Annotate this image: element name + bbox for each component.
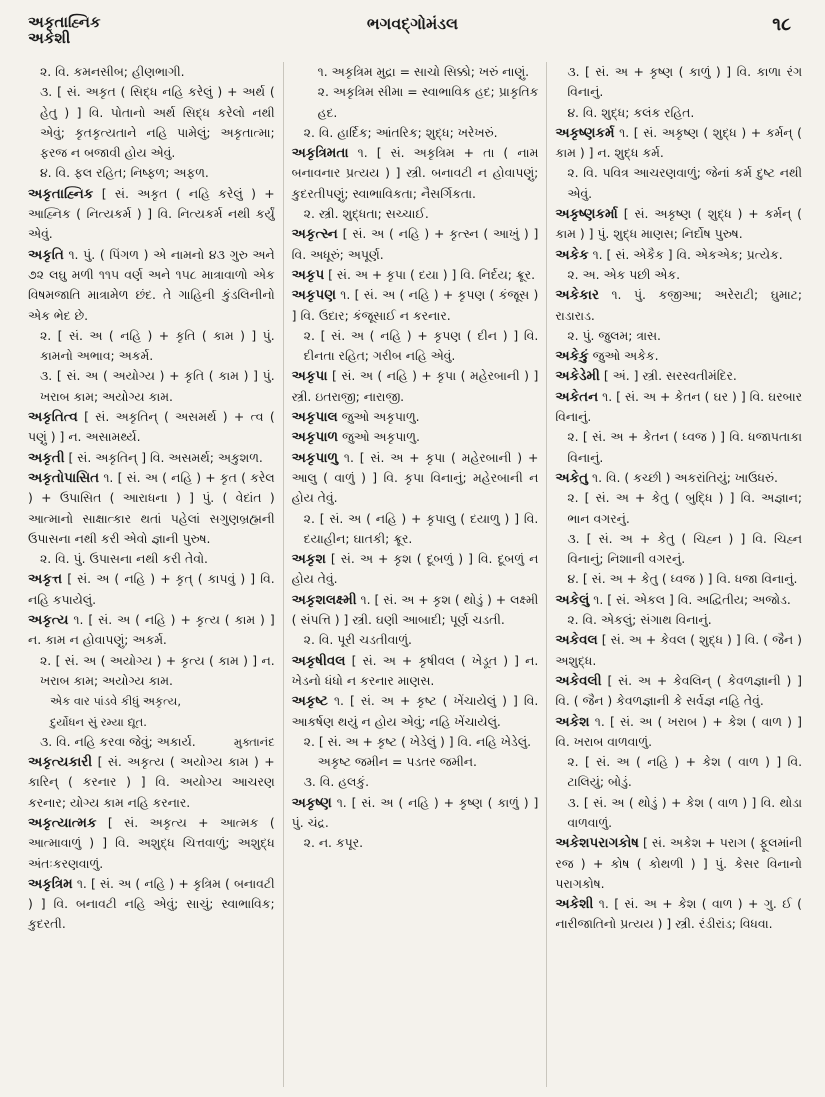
dictionary-entry xyxy=(28,752,275,813)
sense-definition xyxy=(555,427,802,468)
definition-text: ૧. [ સં. અ + કૃષ્ટ ( ખેંચાયેલું ) ] વિ. આકર્ષણ થયું ન હોય એવું; નહિ ખેંચાયેલું. xyxy=(291,693,539,729)
definition-text: ૨. પું. જુલમ; ત્રાસ. xyxy=(567,327,661,343)
definition-text: ૨. સ્ત્રી. શુદ્ધતા; સચ્ચાઈ. xyxy=(303,206,429,222)
dictionary-entry xyxy=(555,204,802,245)
quotation-line: દુર્યોધન સું રમ્યા દ્યૂત. xyxy=(50,714,147,729)
definition-text: ૧. [ સં. અ + કેતન ( ઘર ) ] વિ. ઘરબાર વિનાનું. xyxy=(555,388,803,425)
definition-text: ૨. વિ. એકલું; સંગાથ વિનાનું. xyxy=(567,612,712,628)
dictionary-entry xyxy=(292,448,539,509)
sense-definition xyxy=(292,509,539,550)
definition-text: ૪. વિ. ફલ રહિત; નિષ્ફળ; અફળ. xyxy=(40,165,209,181)
definition-text: ૧. [ સં. અ ( નહિ ) + કૃત ( કરેલ ) + ઉપાસિત ( આરાધના ) ] પું. ( વેદાંત ) આત્માનો સાક્ષાત્કાર થતાં પહેલાં સગુણબ્રહ્મની ઉપાસના નથી કરી એવો જ્ઞાની પુરુષ. xyxy=(28,469,275,546)
definition-text: ૧. [ સં. અ ( નહિ ) + કૃત્ય ( કામ ) ] ન. કામ ન હોવાપણું; અકર્મ. xyxy=(28,612,275,648)
definition-text: [ સં. અકેશ + પરાગ ( ફૂલમાંની રજ ) + કોષ ( કોથળી ) ] પું. કેસર વિનાનો પરાગકોષ. xyxy=(555,835,803,891)
definition-text: ૨. [ સં. અ ( નહિ ) + કૃપણ ( દીન ) ] વિ. દીનતા રહિત; ગરીબ નહિ એવું. xyxy=(303,327,539,364)
sense-definition xyxy=(555,103,802,123)
usage-example xyxy=(292,752,539,772)
dictionary-entry xyxy=(555,894,802,935)
usage-example xyxy=(292,62,539,82)
definition-text: ૩. [ સં. અ ( થોડું ) + કેશ ( વાળ ) ] વિ. થોડા વાળવાળું. xyxy=(567,794,803,830)
definition-text: ૧. વિ. ( કચ્છી ) અકરાંતિયું; ખાઉધરું. xyxy=(588,469,778,485)
definition-text: ૧. [ સં. અકૃષ્ણ ( શુદ્ધ ) + કર્મન્ ( કામ ) ] ન. શુદ્ધ કર્મ. xyxy=(555,124,803,161)
headword: અકૃપા xyxy=(291,368,328,385)
dictionary-entry xyxy=(292,224,539,265)
sense-definition xyxy=(555,265,802,285)
headword: અકૃપાળુ xyxy=(291,449,339,466)
headword: અકૃપ xyxy=(291,266,325,283)
definition-text: [ અં. ] સ્ત્રી. સરસ્વતીમંદિર. xyxy=(599,368,737,384)
headword: અકૃતી xyxy=(28,449,65,466)
headword: અકેશી xyxy=(555,896,594,913)
sense-definition xyxy=(292,123,539,143)
dictionary-entry xyxy=(555,671,802,712)
headword: અકૃશલક્ષ્મી xyxy=(291,591,357,608)
headword: અકૃતોપાસિત xyxy=(28,469,100,486)
definition-text: [ સં. અ + કૃપા ( દયા ) ] વિ. નિર્દય; ક્રૂર. xyxy=(324,266,536,282)
headword: અકૃષ્ણકર્મા xyxy=(555,206,618,223)
definition-text: ૧. [ સં. અ ( નહિ ) + કૃષ્ણ ( કાળું ) ] પું. ચંદ્ર. xyxy=(291,794,539,830)
definition-text: ૩. વિ. હલકું. xyxy=(303,774,370,790)
definition-text: જુઓ અકેક. xyxy=(588,348,659,364)
dictionary-entry xyxy=(28,448,275,468)
book-title: ભગવદ્‍ગોમંડલ xyxy=(366,14,459,33)
definition-text: ૧. [ સં. અ ( નહિ ) + કૃત્રિમ ( બનાવટી ) ] વિ. બનાવટી નહિ એવું; સાચું; સ્વાભાવિક; કુદરતી. xyxy=(28,875,275,932)
dictionary-entry xyxy=(555,387,802,428)
dictionary-entry xyxy=(28,610,275,651)
headword: અકૃષ્ણકર્મ xyxy=(555,124,615,141)
definition-text: ૪. [ સં. અ + કેતુ ( ધ્વજ ) ] વિ. ધજા વિનાનું. xyxy=(567,571,798,587)
definition-text: ૨. [ સં. અ ( નહિ ) + કૃપાલુ ( દયાળુ ) ] વિ. દયાહીન; ઘાતકી; ક્રૂર. xyxy=(303,510,539,546)
definition-text: ૧. [ સં. એકલ ] વિ. અદ્વિતીય; અજોડ. xyxy=(589,591,791,607)
page-header xyxy=(0,14,825,62)
sense-definition xyxy=(292,732,539,752)
headword: અકૃષ્ણ xyxy=(291,794,332,811)
dictionary-entry xyxy=(28,468,275,549)
dictionary-entry xyxy=(292,366,539,407)
sense-definition xyxy=(292,204,539,224)
definition-text: ૨. ન. કપૂર. xyxy=(303,835,364,851)
dictionary-entry xyxy=(28,407,275,448)
sense-definition xyxy=(555,569,802,589)
dictionary-entry xyxy=(292,549,539,590)
definition-text: ૧. [ સં. એકૈક ] વિ. એકએક; પ્રત્યેક. xyxy=(588,246,783,262)
headword: અકેલું xyxy=(555,591,590,608)
headword: અકૃત્યકારી xyxy=(28,754,93,771)
dictionary-entry xyxy=(292,793,539,834)
headword: અકૃતાહ્નિક xyxy=(28,185,94,202)
definition-text: ૩. વિ. નહિ કરવા જેવું; અકાર્ય. xyxy=(40,733,196,749)
dictionary-entry xyxy=(292,407,539,427)
definition-text: ૪. વિ. શુદ્ધ; કલંક રહિત. xyxy=(567,104,695,120)
definition-text: ૨. [ સં. અ + કેતન ( ધ્વજ ) ] વિ. ધજાપતાકા વિનાનું. xyxy=(567,429,803,465)
dictionary-entry xyxy=(555,833,802,894)
definition-text: ૩. [ સં. અ + કૃષ્ણ ( કાળું ) ] વિ. કાળા રંગ વિનાનું. xyxy=(567,64,803,100)
definition-text: ૧. પું. ( પિંગળ ) એ નામનો ૪૩ ગુરુ અને ૭૨ લઘુ મળી ૧૧૫ વર્ણ અને ૧૫૮ માત્રાવાળો એક વિષમજાતિ માત્રામેળ છંદ. તે ગાહિની કુંડલિનીનો એક ભેદ છે. xyxy=(28,246,275,323)
definition-text: અકૃષ્ટ જમીન = પડતર જમીન. xyxy=(317,754,477,770)
headword: અકેવલી xyxy=(555,672,602,689)
sense-definition xyxy=(555,488,802,529)
headword: અકેશપરાગકોષ xyxy=(555,835,639,852)
sense-definition xyxy=(292,326,539,367)
dictionary-entry xyxy=(555,590,802,610)
dictionary-entry xyxy=(555,245,802,265)
definition-text: [ સં. અકૃતિન્ ] વિ. અસમર્થ; અકુશળ. xyxy=(64,449,263,465)
sense-definition xyxy=(555,62,802,103)
sense-definition xyxy=(555,793,802,834)
definition-text: ૨. વિ. પૂરી ચડતીવાળું. xyxy=(303,632,412,648)
sense-definition xyxy=(555,610,802,630)
headword: અકૃપાલ xyxy=(291,409,338,426)
headword: અકેકાર xyxy=(555,287,599,304)
sense-definition xyxy=(292,772,539,792)
definition-text: ૨. [ સં. અ + કૃષ્ટ ( ખેડેલું ) ] વિ. નહિ ખેડેલું. xyxy=(303,733,532,749)
headword: અકૃપણ xyxy=(291,287,336,304)
headword: અકેડેમી xyxy=(555,368,600,385)
sense-definition xyxy=(28,82,275,163)
usage-example xyxy=(292,82,539,123)
dictionary-entry xyxy=(555,630,802,671)
column-3 xyxy=(546,62,810,1087)
definition-text: [ સં. અ + કેવલિન્ ( કેવળજ્ઞાની ) ] વિ. ( જૈન ) કેવળજ્ઞાની કે સર્વજ્ઞ નહિ તેવું. xyxy=(555,672,803,709)
headword: અકૃપાળ xyxy=(291,429,339,446)
headword: અકૃત્રિમ xyxy=(28,875,73,892)
definition-text: ૨. અ. એક પછી એક. xyxy=(567,266,681,282)
dictionary-entry xyxy=(292,427,539,447)
definition-text: ૩. [ સં. અકૃત ( સિદ્ધ નહિ કરેલું ) + અર્થ ( હેતુ ) ] વિ. પોતાનો અર્થ સિદ્ધ કરેલો નથી એવું; કૃતકૃત્યતાને નહિ પામેલું; અકૃતાત્મા; ફરજ ન બજાવી હોય એવું. xyxy=(40,84,275,161)
dictionary-entry xyxy=(555,123,802,164)
dictionary-entry xyxy=(292,651,539,692)
headword: અકૃત્ય xyxy=(28,612,69,629)
dictionary-entry xyxy=(28,245,275,326)
dictionary-entry xyxy=(555,366,802,386)
definition-text: [ સં. અ + કૃષીવલ ( ખેડૂત ) ] ન. ખેડનો ધંધો ન કરનાર માણસ. xyxy=(291,652,539,688)
definition-text: [ સં. અ + કૃશ ( દૂબળું ) ] વિ. દૂબળું ન હોય તેવું. xyxy=(291,551,539,587)
headword: અકેતન xyxy=(555,388,599,405)
dictionary-entry xyxy=(292,143,539,204)
definition-text: [ સં. અ ( નહિ ) + કૃત્ ( કાપવું ) ] વિ. નહિ કપાયેલું. xyxy=(28,571,275,607)
sense-definition xyxy=(28,163,275,183)
dictionary-entry xyxy=(28,813,275,874)
definition-text: ૨. વિ. કમનસીબ; હીણભાગી. xyxy=(40,64,185,79)
headword: અકેક xyxy=(555,246,589,263)
headword: અકેતુ xyxy=(555,469,589,486)
dictionary-entry xyxy=(555,346,802,366)
definition-text: ૨. [ સં. અ ( નહિ ) + કેશ ( વાળ ) ] વિ. ટાલિયું; બોડું. xyxy=(567,754,803,790)
sense-definition xyxy=(28,326,275,367)
definition-text: ૧. [ સં. અકૃત્રિમ + તા ( નામ બનાવનાર પ્રત્યય ) ] સ્ત્રી. બનાવટી ન હોવાપણું; કુદરતીપણું; સ્વાભાવિકતા; નૈસર્ગિકતા. xyxy=(291,145,539,201)
sense-definition xyxy=(555,529,802,570)
headword: અકૃતિત્વ xyxy=(28,409,78,426)
headword: અકેશ xyxy=(555,713,590,730)
definition-text: ૧. [ સં. અ + કૃપા ( મહેરબાની ) + આલુ ( વાળું ) ] વિ. કૃપા વિનાનું; મહેરબાની ન હોય તેવું. xyxy=(291,449,539,506)
definition-text: ૩. [ સં. અ + કેતુ ( ચિહ્ન ) ] વિ. ચિહ્ન વિનાનું; નિશાની વગરનું. xyxy=(567,530,803,567)
quotation-line: એક વાર પાંડવે કીધું અકૃત્ય, xyxy=(50,694,181,709)
headword: અકૃત્યાત્મક xyxy=(28,814,97,831)
definition-text: જુઓ અકૃપાળુ. xyxy=(338,429,420,445)
sense-definition xyxy=(292,630,539,650)
definition-text: ૧. [ સં. અ ( ખરાબ ) + કેશ ( વાળ ) ] વિ. ખરાબ વાળવાળું. xyxy=(555,713,803,749)
headword: અકેવલ xyxy=(555,632,598,649)
headword: અકેકું xyxy=(555,348,589,365)
dictionary-columns xyxy=(20,62,810,1087)
definition-text: [ સં. અકૃષ્ણ ( શુદ્ધ ) + કર્મન્ ( કામ ) ] પું. શુદ્ધ માણસ; નિર્દોષ પુરુષ. xyxy=(555,206,803,242)
guide-word-last: અકેશી xyxy=(28,29,71,47)
definition-text: ૨. [ સં. અ ( નહિ ) + કૃતિ ( કામ ) ] પું. કામનો અભાવ; અકર્મ. xyxy=(40,327,275,364)
sense-definition xyxy=(555,752,802,793)
headword: અકૃષીવલ xyxy=(291,652,346,669)
sense-definition xyxy=(28,62,275,82)
dictionary-entry xyxy=(555,285,802,326)
headword: અકૃતિ xyxy=(28,246,64,263)
dictionary-entry xyxy=(28,569,275,610)
guide-word-first: અકૃતાહ્નિક xyxy=(28,13,101,31)
definition-text: ૨. વિ. હાર્દિક; આંતરિક; શુદ્ધ; ખરેખરું. xyxy=(303,124,498,140)
dictionary-entry xyxy=(292,691,539,732)
definition-text: ૧. અકૃત્રિમ મુદ્રા = સાચો સિક્કો; ખરું નાણું. xyxy=(317,64,530,79)
headword: અકૃશ xyxy=(291,551,326,568)
definition-text: ૧. [ સં. અ + કૃશ ( થોડું ) + લક્ષ્મી ( સંપત્તિ ) ] સ્ત્રી. ઘણી આબાદી; પૂર્ણ ચડતી. xyxy=(291,591,539,628)
definition-text: ૧. [ સં. અ ( નહિ ) + કૃપણ ( કંજૂસ ) ] વિ. ઉદાર; કંજૂસાઈ ન કરનાર. xyxy=(291,287,539,323)
definition-text: ૧. પું. કજીઆ; અરેરાટી; ઘુમાટ; રાડારાડ. xyxy=(555,287,803,323)
definition-text: [ સં. અકૃત ( નહિ કરેલું ) + આહ્નિક ( નિત્યકર્મ ) ] વિ. નિત્યકર્મ નથી કર્યું એવું. xyxy=(28,185,275,242)
definition-text: ૨. વિ. પું. ઉપાસના નથી કરી તેવો. xyxy=(40,551,208,567)
definition-text: જુઓ અકૃપાળુ. xyxy=(337,409,420,425)
dictionary-entry xyxy=(292,285,539,326)
definition-text: [ સં. અકૃતિન્ ( અસમર્થ ) + ત્વ ( પણું ) ] ન. અસામર્થ્ય. xyxy=(28,409,275,445)
page-number: ૧૮ xyxy=(772,14,791,35)
definition-text: ૨. વિ. પવિત્ર આચરણવાળું; જેનાં કર્મ દુષ્ટ નથી એવું. xyxy=(567,165,803,201)
dictionary-entry xyxy=(28,874,275,935)
column-1 xyxy=(20,62,283,1087)
definition-text: [ સં. અ ( નહિ ) + કૃત્સ્ન ( આખું ) ] વિ. અધૂરું; અપૂર્ણ. xyxy=(291,226,539,262)
definition-text: [ સં. અકૃત્ય ( અયોગ્ય કામ ) + કારિન્ ( કરનાર ) ] વિ. અયોગ્ય આચરણ કરનાર; યોગ્ય કામ નહિ કરનાર. xyxy=(28,754,275,810)
definition-text: [ સં. અ ( નહિ ) + કૃપા ( મહેરબાની ) ] સ્ત્રી. ઇતરાજી; નારાજી. xyxy=(291,368,539,404)
definition-text: ૨. [ સં. અ ( અયોગ્ય ) + કૃત્ય ( કામ ) ] ન. ખરાબ કામ; અયોગ્ય કામ. xyxy=(40,652,275,688)
headword: અકૃત્ત xyxy=(28,571,63,588)
headword: અકૃત્સ્ન xyxy=(291,226,338,243)
definition-text: ૨. [ સં. અ + કેતુ ( બુદ્ધિ ) ] વિ. અજ્ઞાન; ભાન વગરનું. xyxy=(567,490,803,526)
quotation-source: મુક્તાનંદ xyxy=(233,734,275,749)
dictionary-entry xyxy=(292,265,539,285)
definition-text: ૩. [ સં. અ ( અયોગ્ય ) + કૃતિ ( કામ ) ] પું. ખરાબ કામ; અયોગ્ય કામ. xyxy=(40,368,275,404)
dictionary-entry xyxy=(555,712,802,753)
sense-definition xyxy=(555,326,802,346)
dictionary-entry xyxy=(28,184,275,245)
dictionary-entry xyxy=(292,590,539,631)
sense-definition xyxy=(292,833,539,853)
definition-text: ૧. [ સં. અ + કેશ ( વાળ ) + ગુ. ઈ ( નારીજાતિનો પ્રત્યય ) ] સ્ત્રી. રંડીરાંડ; વિધવા. xyxy=(555,896,803,932)
sense-definition xyxy=(28,366,275,407)
sense-definition xyxy=(28,549,275,569)
column-2 xyxy=(283,62,547,1087)
headword: અકૃષ્ટ xyxy=(291,693,328,710)
sense-definition xyxy=(28,651,275,692)
definition-text: [ સં. અકૃત્ય + આત્મક ( આત્માવાળું ) ] વિ. અશુદ્ધ ચિત્તવાળું; અશુદ્ધ અંતઃકરણવાળું. xyxy=(28,814,275,871)
sense-definition xyxy=(555,163,802,204)
headword: અકૃત્રિમતા xyxy=(291,145,349,162)
definition-text: [ સં. અ + કેવલ ( શુદ્ધ ) ] વિ. ( જૈન ) અશુદ્ધ. xyxy=(555,632,803,668)
dictionary-entry xyxy=(555,468,802,488)
definition-text: ૨. અકૃત્રિમ સીમા = સ્વાભાવિક હદ; પ્રાકૃતિક હદ. xyxy=(317,84,539,120)
